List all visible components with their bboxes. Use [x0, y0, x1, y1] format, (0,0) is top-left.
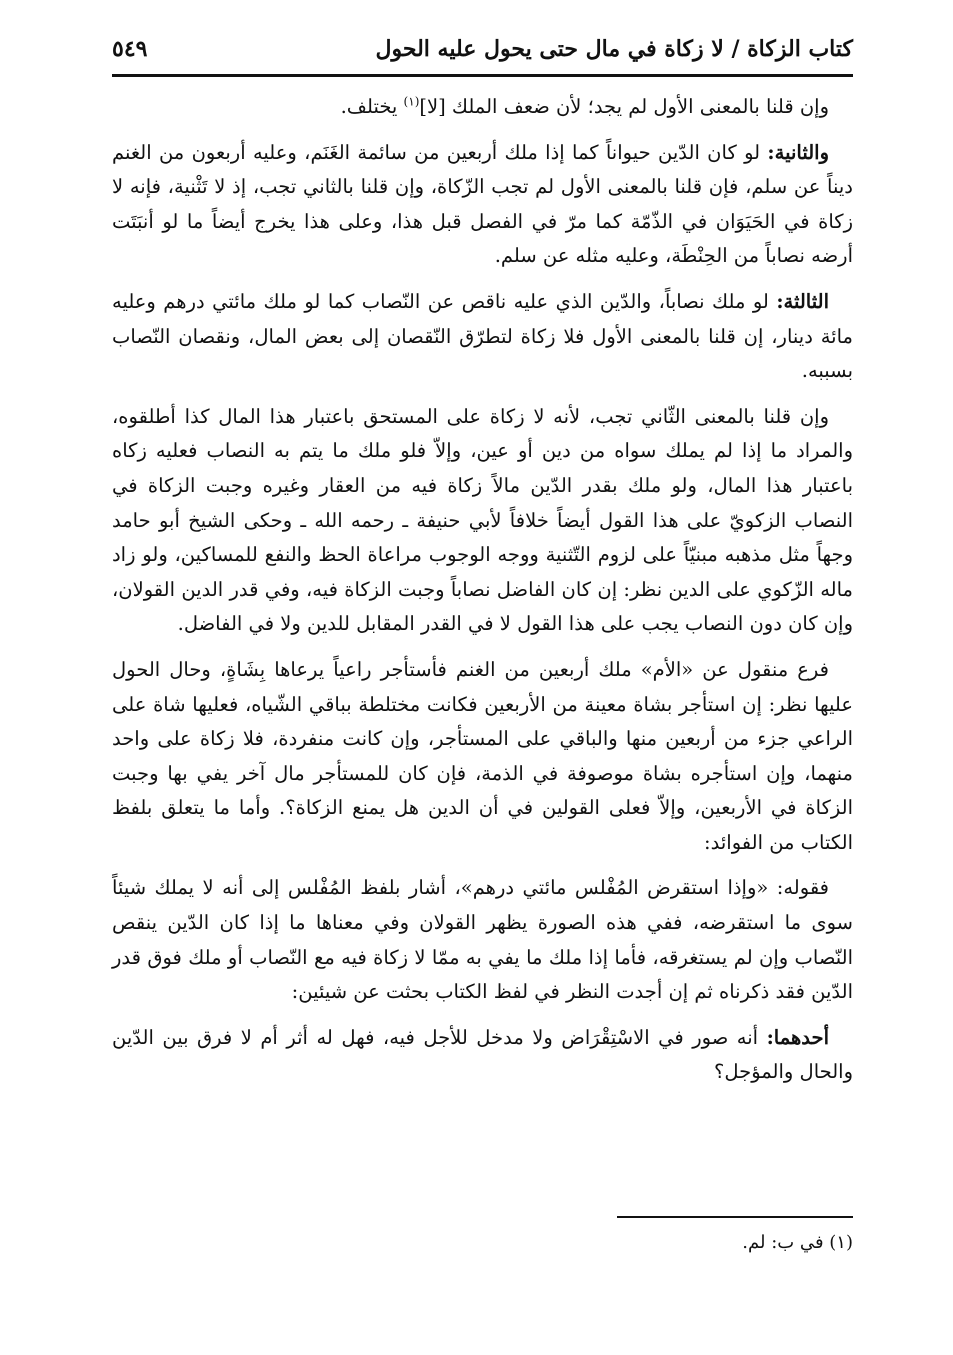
- paragraph-lead: الثالثة:: [776, 289, 829, 313]
- paragraph-text: أنه صور في الاسْتِقْرَاض ولا مدخل للأجل فيه، فهل له أثر أم لا فرق بين الدّين والحال والمؤجل؟: [112, 1025, 853, 1084]
- main-text: [112, 90, 853, 1101]
- header-rule: [112, 74, 853, 77]
- paragraph-text: لو كان الدّين حيواناً كما إذا ملك أربعين من سائمة الغَنَم، وعليه أربعون من الغنم ديناً عن سلم، فإن قلنا بالمعنى الأول لم تجب الزّكاة، وإن قلنا بالثاني تجب، إذ لا تَثْنية، فإنه لا زكاة في الحَيَوَان في الذّمّة كما مرّ في الفصل قبل هذا، وعلى هذا يخرج أيضاً ما لو أنبَتَت أرضه نصاباً من الحِنْطَة، وعليه مثله عن سلم.: [112, 140, 853, 268]
- paragraph-1: [112, 90, 853, 125]
- paragraph-text: فرع منقول عن «الأم» ملك أربعين من الغنم فأستأجر راعياً يرعاها بِشَاةٍ، وحال الحول عليها نظر: إن استأجر بشاة معينة من الأربعين فكانت مختلطة بباقي الشّياه، فعليها شاة على الراعي جزء من أربعين منها والباقي على المستأجر، وإن كانت منفردة، فلا زكاة على واحد منهما، وإن استأجره بشاة موصوفة في الذمة، فإن كان للمستأجر مال آخر يفي بها وجبت الزكاة في الأربعين، وإلاّ فعلى القولين في أن الدين هل يمنع الزكاة؟. وأما ما يتعلق بلفظ الكتاب من الفوائد:: [112, 657, 853, 854]
- paragraph-text: لو ملك نصاباً، والدّين الذي عليه ناقص عن النّصاب كما لو ملك مائتي درهم وعليه مائة دينار، إن قلنا بالمعنى الأول فلا زكاة لتطرّق النّقصان إلى بعض المال، ونقصان النّصاب بسببه.: [112, 289, 853, 383]
- paragraph-5: [112, 653, 853, 861]
- paragraph-6: [112, 871, 853, 1009]
- footnote-ref: (١): [403, 94, 420, 109]
- paragraph-text: وإن قلنا بالمعنى الثّاني تجب، لأنه لا زكاة على المستحق باعتبار هذا المال كذا أطلقوه، والمراد ما إذا لم يملك سواه من دين أو عين، وإلاّ فلو ملك ما يتم به النصاب فعليه زكاه باعتبار هذا المال، ولو ملك بقدر الدّين مالاً زكاة فيه من العقار وغيره وجبت الزكاة في النصاب الزكويّ على هذا القول أيضاً خلافاً لأبي حنيفة ـ رحمه الله ـ وحكى الشيخ أبو حامد وجهاً مثل مذهبه مبنيّاً على لزوم التّثنية ووجه الوجوب مراعاة الحظ والنفع للمساكين، ولو زاد ماله الزّكوي على الدين نظر: إن كان الفاضل نصاباً وجبت الزكاة فيه، وفي قدر الدين القولان، وإن كان دون النصاب يجب على هذا القول لا في القدر المقابل للدين ولا في الفاضل.: [112, 404, 853, 636]
- paragraph-lead: أحدهما:: [766, 1025, 829, 1049]
- paragraph-4: [112, 400, 853, 642]
- footnote-rule: [617, 1216, 853, 1218]
- page-number: ٥٤٩: [112, 36, 148, 62]
- paragraph-text: فقوله: «وإذا استقرض المُفْلس مائتي درهم»، أشار بلفظ المُفْلس إلى أنه لا يملك شيئاً سوى ما استقرضه، ففي هذه الصورة يظهر القولان وفي معناها ما إذا كان الدّين ينقص النّصاب وإن لم يستغرقه، فأما إذا ملك ما يفي به ممّا لا زكاة فيه مع النّصاب أو ملك فوق قدر الدّين فقد ذكرناه ثم إن أجدت النظر في لفظ الكتاب بحثت عن شيئين:: [112, 876, 853, 1004]
- footnote: (١) في ب: لم.: [742, 1232, 853, 1253]
- paragraph-text: وإن قلنا بالمعنى الأول لم يجد؛ لأن ضعف الملك [لا]: [419, 95, 829, 118]
- paragraph-3: [112, 285, 853, 389]
- header-title: كتاب الزكاة / لا زكاة في مال حتى يحول عليه الحول: [375, 36, 853, 62]
- paragraph-7: [112, 1021, 853, 1090]
- paragraph-tail: يختلف.: [340, 95, 404, 118]
- paragraph-lead: والثانية:: [767, 140, 829, 164]
- running-header: [112, 36, 853, 70]
- paragraph-2: [112, 136, 853, 274]
